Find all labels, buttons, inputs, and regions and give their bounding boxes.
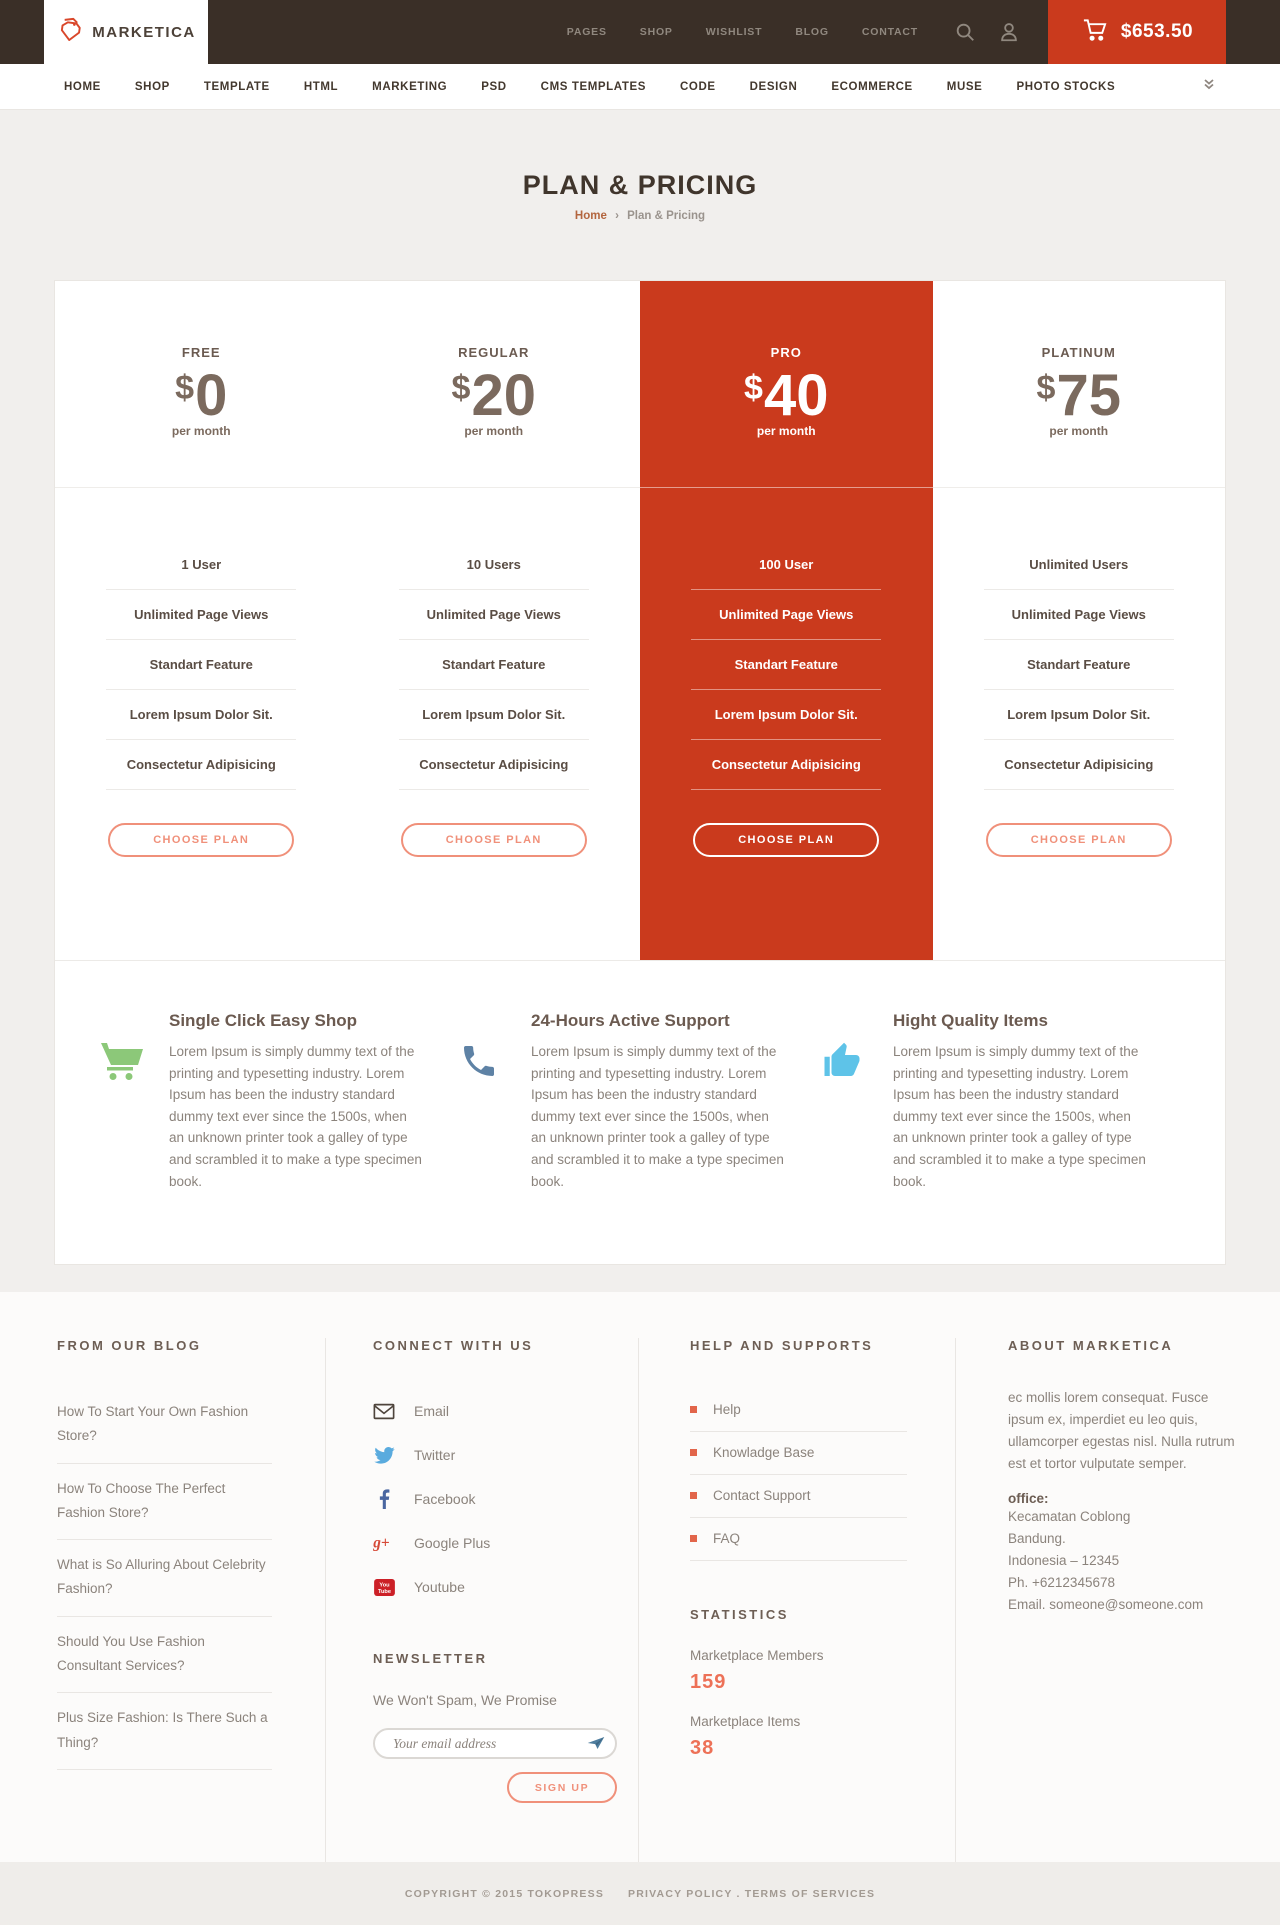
social-list [373,1389,617,1609]
benefit-item [821,1011,1183,1266]
signup-button[interactable]: SIGN UP [507,1772,617,1803]
plan-feature-list [55,488,348,790]
choose-plan-button[interactable]: CHOOSE PLAN [401,823,587,857]
social-link[interactable] [373,1565,617,1609]
statistics-heading: STATISTICS [690,1607,789,1622]
cart-icon [97,1011,169,1266]
help-label: FAQ [713,1531,741,1546]
main-nav-link[interactable]: CODE [680,80,716,93]
content-card [54,280,1226,1265]
blog-link[interactable]: What is So Alluring About Celebrity Fashion? [57,1540,272,1617]
pricing-table [55,281,1225,961]
main-nav-link[interactable]: MUSE [946,80,983,93]
help-list [690,1389,907,1561]
pricing-plan [640,281,933,960]
blog-link[interactable]: How To Start Your Own Fashion Store? [57,1387,272,1464]
social-link[interactable] [373,1477,617,1521]
plan-feature: Lorem Ipsum Dolor Sit. [399,690,589,740]
footer-connect-column [325,1338,638,1862]
breadcrumb-home-link[interactable]: Home [574,210,607,222]
help-link[interactable] [690,1389,907,1432]
send-icon[interactable] [587,1735,605,1756]
address-line: Bandung. [1008,1531,1066,1547]
pricing-plan [55,281,348,960]
social-label: Twitter [414,1447,456,1463]
blog-list [57,1387,272,1770]
main-nav-link[interactable]: PHOTO STOCKS [1016,80,1116,93]
social-label: Youtube [414,1579,465,1595]
address-line: Ph. +6212345678 [1008,1575,1115,1591]
twitter-icon [373,1447,395,1464]
social-link[interactable] [373,1389,617,1433]
address-line: Email. someone@someone.com [1008,1596,1204,1612]
pricing-plan [933,281,1226,960]
plan-feature: Standart Feature [691,640,881,690]
plan-header [933,281,1226,488]
main-nav-link[interactable]: TEMPLATE [203,80,270,93]
stat-label: Marketplace Members [690,1648,824,1663]
plan-feature: Consectetur Adipisicing [691,740,881,790]
benefit-text: Lorem Ipsum is simply dummy text of the printing and typesetting industry. Lorem Ipsum has been the industry standard dummy text ever since the 1500s, when an unknown printer took a galley of type and scrambled it to make a type specimen book. [169,1044,422,1189]
breadcrumb-separator: › [615,210,619,222]
bottom-bar [0,1862,1280,1925]
square-bullet-icon [690,1449,697,1456]
pricing-plan [348,281,641,960]
plan-feature-list [640,488,933,790]
plan-currency: $ [744,369,763,407]
address-line: Kecamatan Coblong [1008,1509,1131,1525]
plan-amount: 40 [763,363,829,428]
main-nav-link[interactable]: DESIGN [749,80,798,93]
help-link[interactable] [690,1475,907,1518]
stat-value: 159 [690,1671,727,1693]
brand-name: MARKETICA [92,23,196,41]
plan-name: REGULAR [458,345,530,360]
plan-feature: Unlimited Page Views [691,590,881,640]
stat-item [690,1714,907,1760]
blog-link[interactable]: Plus Size Fashion: Is There Such a Thing? [57,1693,272,1770]
plan-name: FREE [181,345,221,360]
plan-feature: Standart Feature [399,640,589,690]
plan-feature-list [348,488,641,790]
top-nav-link[interactable]: SHOP [639,26,673,38]
plan-header [640,281,933,488]
user-account-icon[interactable] [998,21,1020,43]
address-line: Indonesia – 12345 [1008,1553,1120,1569]
page-title: PLAN & PRICING [522,170,758,200]
choose-plan-button[interactable]: CHOOSE PLAN [693,823,879,857]
main-nav-link[interactable]: ECOMMERCE [831,80,913,93]
main-nav-link[interactable]: HTML [303,80,339,93]
legal-links[interactable]: PRIVACY POLICY . TERMS OF SERVICES [628,1887,876,1900]
address-list [1008,1506,1236,1615]
social-label: Email [414,1403,450,1419]
help-link[interactable] [690,1432,907,1475]
plan-feature: 10 Users [399,540,589,590]
plan-feature: 1 User [106,540,296,590]
chevron-double-down-icon[interactable] [1202,77,1226,96]
newsletter-heading: NEWSLETTER [373,1651,488,1666]
plan-feature-list [933,488,1226,790]
top-header [0,0,1280,64]
benefit-item [97,1011,459,1266]
stat-item [690,1648,907,1694]
plan-name: PLATINUM [1041,345,1116,360]
plan-period: per month [171,423,231,438]
copyright-text: COPYRIGHT © 2015 TOKOPRESS [404,1887,605,1900]
footer-help-column [638,1338,955,1862]
main-nav-link[interactable]: CMS TEMPLATES [540,80,647,93]
plan-feature: Consectetur Adipisicing [984,740,1174,790]
newsletter-tagline: We Won't Spam, We Promise [373,1692,557,1708]
phone-icon [459,1011,531,1266]
svg-text:g+: g+ [373,1534,390,1552]
plan-feature: Lorem Ipsum Dolor Sit. [691,690,881,740]
plan-amount: 0 [195,363,228,428]
tag-icon [56,16,83,48]
cart-total: $653.50 [1120,21,1194,42]
svg-text:You: You [378,1582,390,1589]
brand-logo[interactable] [44,0,208,64]
plan-name: PRO [770,345,802,360]
thumbs-up-icon [821,1011,893,1266]
help-label: Knowladge Base [713,1445,815,1460]
blog-link[interactable]: Should You Use Fashion Consultant Services? [57,1617,272,1694]
footer-help-heading: HELP AND SUPPORTS [690,1338,874,1353]
footer [0,1292,1280,1862]
benefit-text: Lorem Ipsum is simply dummy text of the printing and typesetting industry. Lorem Ipsum has been the industry standard dummy text ever since the 1500s, when an unknown printer took a galley of type and scrambled it to make a type specimen book. [893,1044,1146,1189]
choose-plan-button[interactable]: CHOOSE PLAN [108,823,294,857]
top-nav-link[interactable]: BLOG [795,26,829,38]
benefit-title: Hight Quality Items [893,1011,1048,1030]
help-link[interactable] [690,1518,907,1561]
benefit-title: 24-Hours Active Support [531,1011,730,1030]
top-nav-link[interactable]: PAGES [566,26,607,38]
top-nav [567,26,918,38]
footer-about-column [955,1338,1280,1862]
plan-feature: Unlimited Page Views [106,590,296,640]
plan-feature: Unlimited Page Views [984,590,1174,640]
top-nav-link[interactable]: CONTACT [861,26,918,38]
plan-feature: Consectetur Adipisicing [399,740,589,790]
plan-feature: 100 User [691,540,881,590]
square-bullet-icon [690,1492,697,1499]
main-nav [0,64,1280,110]
footer-blog-heading: FROM OUR BLOG [57,1338,202,1353]
plan-feature: Lorem Ipsum Dolor Sit. [984,690,1174,740]
help-label: Help [713,1402,741,1417]
stat-value: 38 [690,1737,715,1759]
newsletter-email-input[interactable] [373,1728,617,1759]
plan-header [348,281,641,488]
email-icon [373,1403,395,1420]
cart-button[interactable] [1048,0,1226,64]
main-nav-link[interactable]: MARKETING [372,80,448,93]
plan-feature: Standart Feature [984,640,1174,690]
footer-about-heading: ABOUT MARKETICA [1008,1338,1174,1353]
social-label: Facebook [414,1491,476,1507]
benefit-text: Lorem Ipsum is simply dummy text of the printing and typesetting industry. Lorem Ipsum has been the industry standard dummy text ever since the 1500s, when an unknown printer took a galley of type and scrambled it to make a type specimen book. [531,1044,784,1189]
social-link[interactable] [373,1433,617,1477]
main-nav-link[interactable]: PSD [481,80,507,93]
cart-icon [1081,17,1108,48]
square-bullet-icon [690,1535,697,1542]
breadcrumb [0,210,1280,222]
top-nav-link[interactable]: WISHLIST [705,26,763,38]
blog-link[interactable]: How To Choose The Perfect Fashion Store? [57,1464,272,1541]
plan-price [640,364,933,428]
footer-connect-heading: CONNECT WITH US [373,1338,534,1353]
facebook-icon [373,1489,395,1509]
plan-feature: Unlimited Page Views [399,590,589,640]
footer-blog-column [0,1338,325,1862]
google-plus-icon [373,1534,395,1552]
social-link[interactable] [373,1521,617,1565]
plan-amount: 20 [471,363,536,428]
stat-label: Marketplace Items [690,1714,801,1729]
plan-feature: Unlimited Users [984,540,1174,590]
svg-text:Tube: Tube [377,1588,391,1595]
plan-currency: $ [1036,369,1056,407]
social-label: Google Plus [414,1535,491,1551]
plan-feature: Consectetur Adipisicing [106,740,296,790]
benefit-title: Single Click Easy Shop [169,1011,358,1030]
plan-feature: Standart Feature [106,640,296,690]
plan-header [55,281,348,488]
office-label: office: [1008,1491,1049,1507]
benefit-item [459,1011,821,1266]
plan-price [55,364,348,428]
search-icon[interactable] [954,21,976,43]
choose-plan-button[interactable]: CHOOSE PLAN [986,823,1172,857]
plan-period: per month [756,423,816,438]
square-bullet-icon [690,1406,697,1413]
main-nav-link[interactable]: HOME [64,80,101,93]
plan-currency: $ [175,369,195,407]
plan-period: per month [464,423,524,438]
plan-currency: $ [451,369,471,407]
plan-price [933,364,1226,428]
breadcrumb-current: Plan & Pricing [627,210,706,222]
benefits-section [55,961,1225,1266]
youtube-icon [373,1579,395,1596]
help-label: Contact Support [713,1488,811,1503]
about-text: ec mollis lorem consequat. Fusce ipsum ex, imperdiet eu leo quis, ullamcorper egestas nisl. Nulla rutrum est et tortor vulputate semper. [1008,1390,1235,1471]
page-hero [0,110,1280,280]
plan-feature: Lorem Ipsum Dolor Sit. [106,690,296,740]
plan-amount: 75 [1056,363,1121,428]
main-nav-link[interactable]: SHOP [134,80,170,93]
plan-price [348,364,641,428]
plan-period: per month [1049,423,1109,438]
